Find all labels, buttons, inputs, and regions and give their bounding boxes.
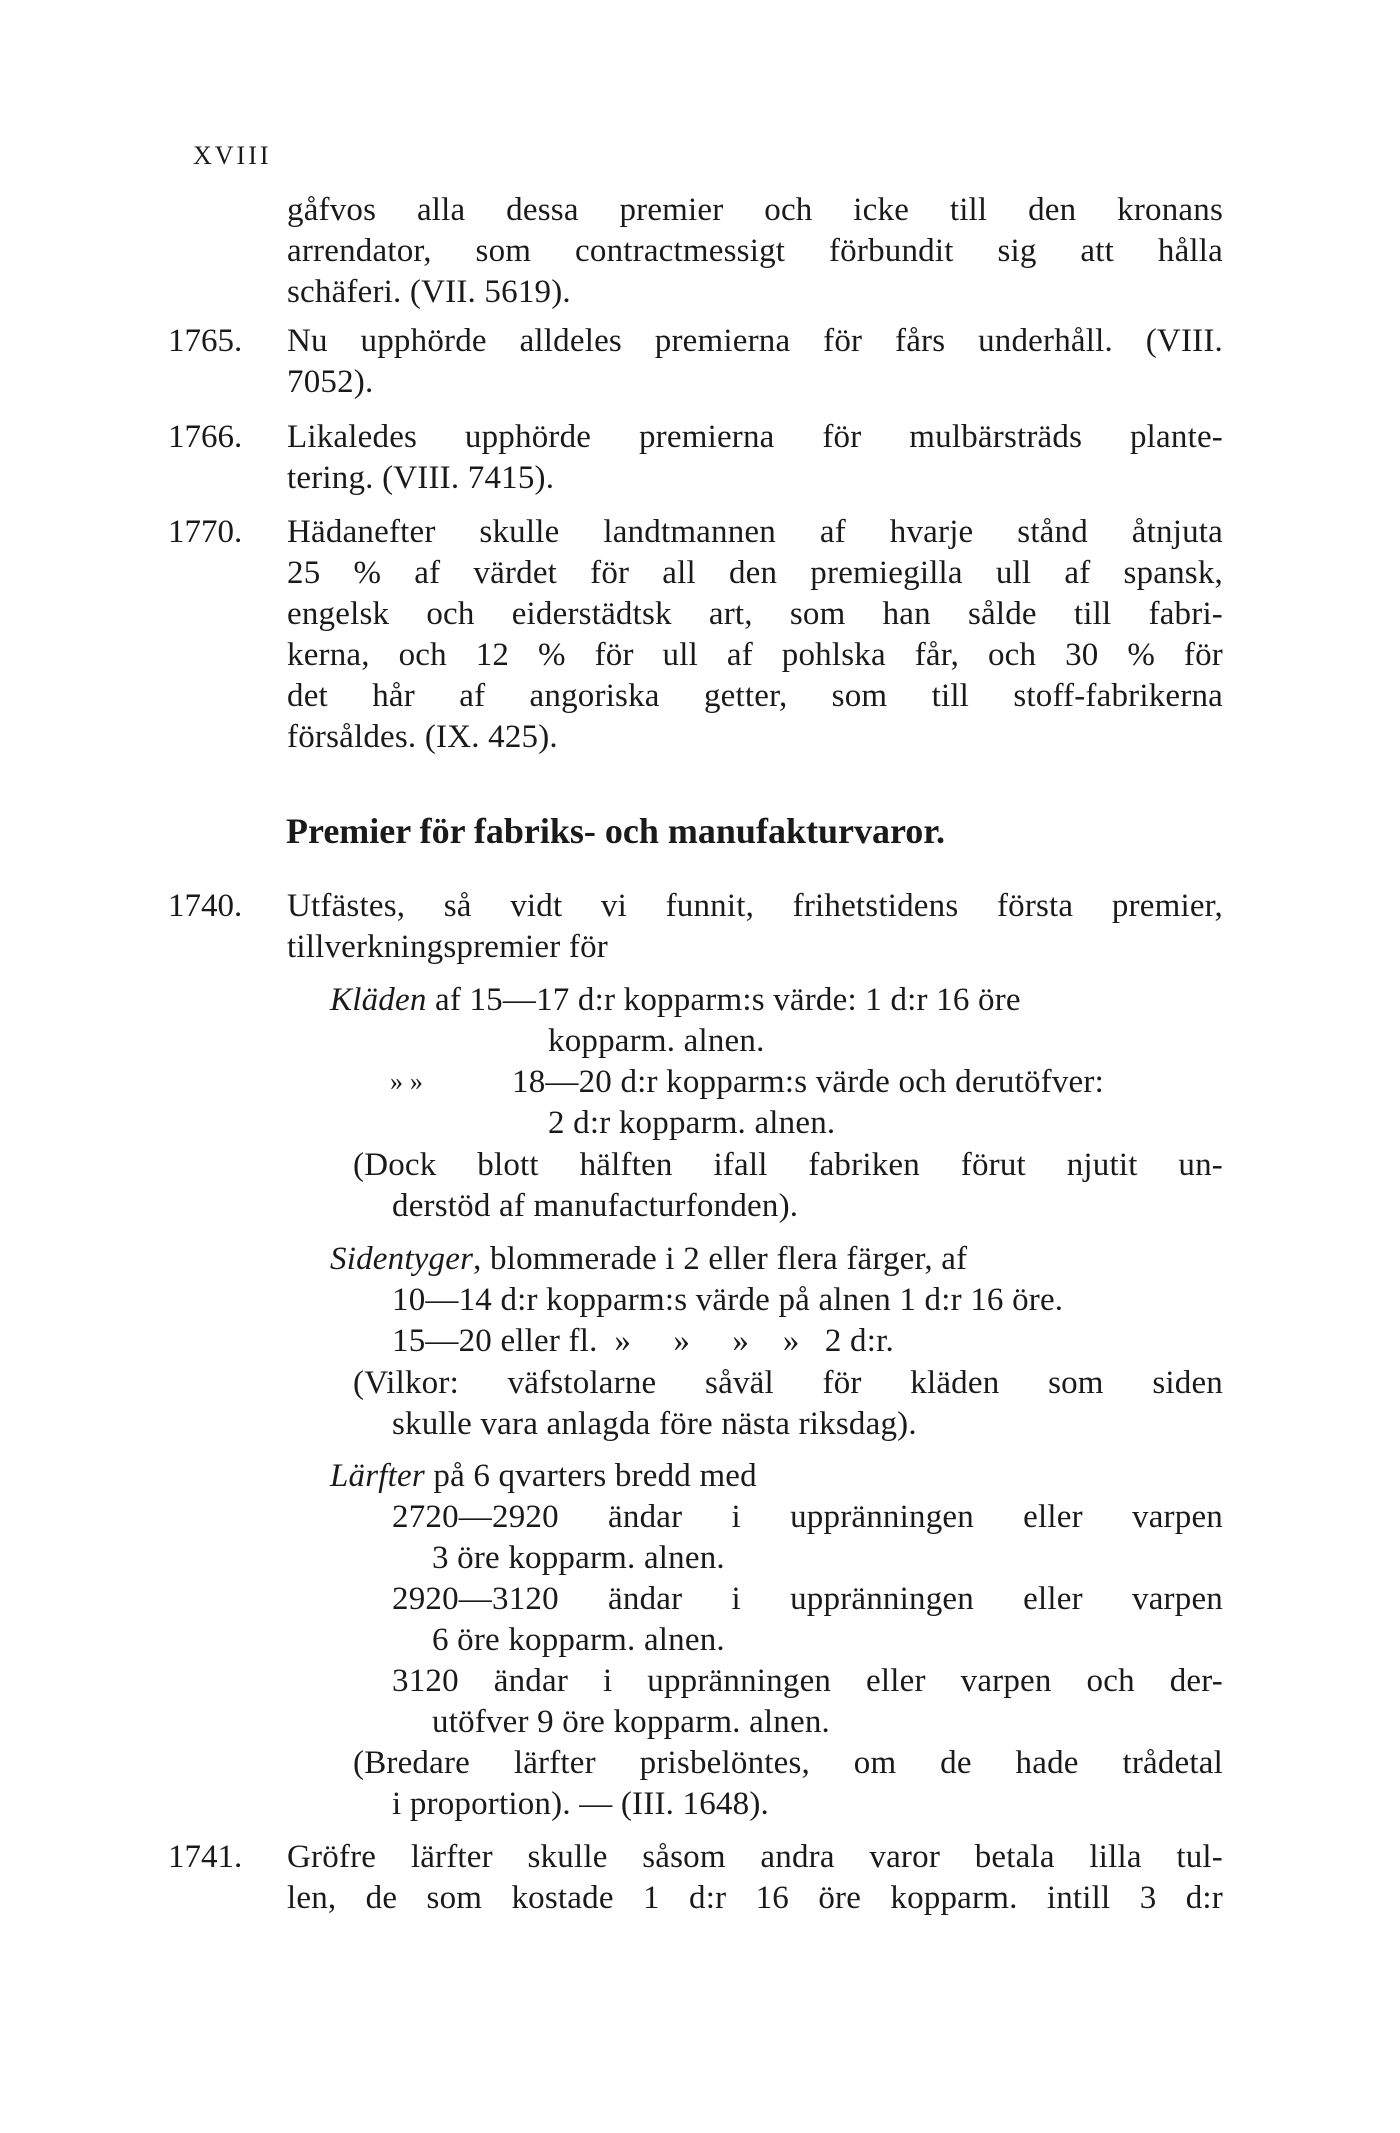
laerfter-note: (Bredare lärfter prisbelöntes, om de hade trådetal bbox=[353, 1745, 1223, 1781]
klaeden-note: (Dock blott hälften ifall fabriken förut njutit un- bbox=[353, 1147, 1223, 1183]
entry-line: det hår af angoriska getter, som till stoff-fabrikerna bbox=[287, 678, 1223, 714]
laerfter-line bbox=[330, 1456, 757, 1496]
laerfter-note: i proportion). — (III. 1648). bbox=[392, 1786, 769, 1822]
laerfter-item: utöfver 9 öre kopparm. alnen. bbox=[432, 1704, 830, 1740]
klaeden-line: 18—20 d:r kopparm:s värde och derutöfver: bbox=[512, 1064, 1104, 1100]
entry-line: tering. (VIII. 7415). bbox=[287, 460, 555, 496]
entry-year: 1766. bbox=[168, 419, 243, 455]
sidentyger-line: 15—20 eller fl. » » » » 2 d:r. bbox=[392, 1323, 894, 1359]
sidentyger-note: (Vilkor: väfstolarne såväl för kläden som siden bbox=[353, 1365, 1223, 1401]
klaeden-term: Kläden bbox=[330, 982, 427, 1018]
entry-line: tillverkningspremier för bbox=[287, 929, 608, 965]
sidentyger-line: 10—14 d:r kopparm:s värde på alnen 1 d:r 16 öre. bbox=[392, 1282, 1064, 1318]
laerfter-item: 3 öre kopparm. alnen. bbox=[432, 1540, 725, 1576]
entry-year: 1765. bbox=[168, 323, 243, 359]
entry-year: 1741. bbox=[168, 1839, 243, 1875]
entry-line: engelsk och eiderstädtsk art, som han sålde till fabri- bbox=[287, 596, 1223, 632]
entry-line: Nu upphörde alldeles premierna för fårs underhåll. (VIII. bbox=[287, 323, 1223, 359]
sidentyger-term: Sidentyger bbox=[330, 1241, 474, 1277]
entry-line: len, de som kostade 1 d:r 16 öre kopparm. intill 3 d:r bbox=[287, 1880, 1223, 1916]
klaeden-line-rest: af 15—17 d:r kopparm:s värde: 1 d:r 16 öre bbox=[426, 982, 1021, 1018]
klaeden-line bbox=[330, 980, 1021, 1020]
laerfter-line-rest: på 6 qvarters bredd med bbox=[424, 1458, 757, 1494]
sidentyger-note: skulle vara anlagda före nästa riksdag). bbox=[392, 1406, 917, 1442]
entry-line: Gröfre lärfter skulle såsom andra varor betala lilla tul- bbox=[287, 1839, 1223, 1875]
sidentyger-line-rest: , blommerade i 2 eller flera färger, af bbox=[473, 1241, 968, 1277]
entry-year: 1740. bbox=[168, 888, 243, 924]
ditto-marks: » » bbox=[390, 1067, 424, 1096]
laerfter-term: Lärfter bbox=[330, 1458, 425, 1494]
running-head: XVIII bbox=[193, 141, 272, 170]
laerfter-item: 2920—3120 ändar i uppränningen eller varpen bbox=[392, 1581, 1223, 1617]
klaeden-line: kopparm. alnen. bbox=[548, 1023, 765, 1059]
entry-year: 1770. bbox=[168, 514, 243, 550]
entry-line: Likaledes upphörde premierna för mulbärsträds plante- bbox=[287, 419, 1223, 455]
entry-line: kerna, och 12 % för ull af pohlska får, och 30 % för bbox=[287, 637, 1223, 673]
intro-line: schäferi. (VII. 5619). bbox=[287, 274, 571, 310]
intro-line: arrendator, som contractmessigt förbundit sig att hålla bbox=[287, 233, 1223, 269]
sidentyger-line bbox=[330, 1239, 967, 1279]
klaeden-line: 2 d:r kopparm. alnen. bbox=[548, 1105, 836, 1141]
entry-line: Hädanefter skulle landtmannen af hvarje stånd åtnjuta bbox=[287, 514, 1223, 550]
intro-line: gåfvos alla dessa premier och icke till den kronans bbox=[287, 192, 1223, 228]
laerfter-item: 2720—2920 ändar i uppränningen eller varpen bbox=[392, 1499, 1223, 1535]
entry-line: 25 % af värdet för all den premiegilla ull af spansk, bbox=[287, 555, 1223, 591]
entry-line: Utfästes, så vidt vi funnit, frihetstidens första premier, bbox=[287, 888, 1223, 924]
laerfter-item: 6 öre kopparm. alnen. bbox=[432, 1622, 725, 1658]
entry-line: försåldes. (IX. 425). bbox=[287, 719, 558, 755]
laerfter-item: 3120 ändar i uppränningen eller varpen och der- bbox=[392, 1663, 1223, 1699]
entry-line: 7052). bbox=[287, 364, 374, 400]
klaeden-note: derstöd af manufacturfonden). bbox=[392, 1188, 799, 1224]
section-heading: Premier för fabriks- och manufakturvaror. bbox=[286, 811, 945, 851]
